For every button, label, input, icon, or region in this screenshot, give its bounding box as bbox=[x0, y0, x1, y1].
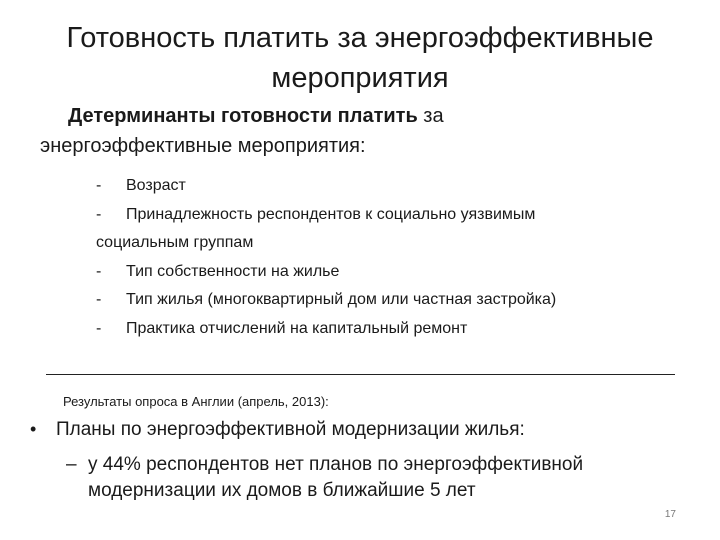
factor-text: Возраст bbox=[126, 177, 186, 194]
dash-marker: - bbox=[96, 205, 102, 223]
sub-bullet-line-2: модернизации их домов в ближайшие 5 лет bbox=[88, 480, 476, 501]
sub-bullet-line-1 bbox=[66, 454, 583, 475]
slide-title-line-2: мероприятия bbox=[271, 62, 449, 94]
dash-marker: - bbox=[96, 262, 102, 280]
sub-bullet-text-1: у 44% респондентов нет планов по энергоэффективной bbox=[88, 454, 584, 475]
determinants-bold-text: Детерминанты готовности платить bbox=[68, 105, 418, 127]
list-item bbox=[96, 172, 696, 201]
survey-caption: Результаты опроса в Англии (апрель, 2013): bbox=[63, 394, 329, 409]
slide-title bbox=[20, 18, 700, 98]
en-dash-marker: – bbox=[66, 454, 77, 475]
list-item bbox=[96, 315, 696, 344]
determinants-normal-text: за bbox=[417, 105, 444, 127]
page-number: 17 bbox=[664, 509, 676, 520]
bullet-item bbox=[30, 416, 690, 443]
list-item bbox=[96, 258, 696, 287]
list-item bbox=[96, 201, 696, 230]
factor-text: Тип жилья (многоквартирный дом или частная застройка) bbox=[126, 291, 557, 308]
list-item-continuation: социальным группам bbox=[96, 234, 254, 251]
sub-bullet-item bbox=[66, 452, 686, 504]
list-item bbox=[96, 286, 696, 315]
determinants-heading-line-1 bbox=[40, 101, 680, 131]
factors-list bbox=[96, 172, 696, 343]
factor-text: Тип собственности на жилье bbox=[126, 262, 340, 280]
dash-marker: - bbox=[96, 291, 102, 308]
factor-text: Практика отчислений на капитальный ремонт bbox=[126, 319, 468, 337]
bullet-text: Планы по энергоэффективной модернизации жилья: bbox=[56, 419, 525, 440]
determinants-heading bbox=[40, 101, 680, 161]
determinants-heading-line-2: энергоэффективные мероприятия: bbox=[40, 135, 366, 157]
slide-title-line-1: Готовность платить за энергоэффективные bbox=[66, 22, 654, 54]
horizontal-divider bbox=[46, 374, 675, 375]
dash-marker: - bbox=[96, 319, 102, 337]
bullet-dot-icon: • bbox=[30, 419, 37, 439]
factor-text: Принадлежность респондентов к социально уязвимым bbox=[126, 205, 536, 223]
dash-marker: - bbox=[96, 177, 102, 194]
